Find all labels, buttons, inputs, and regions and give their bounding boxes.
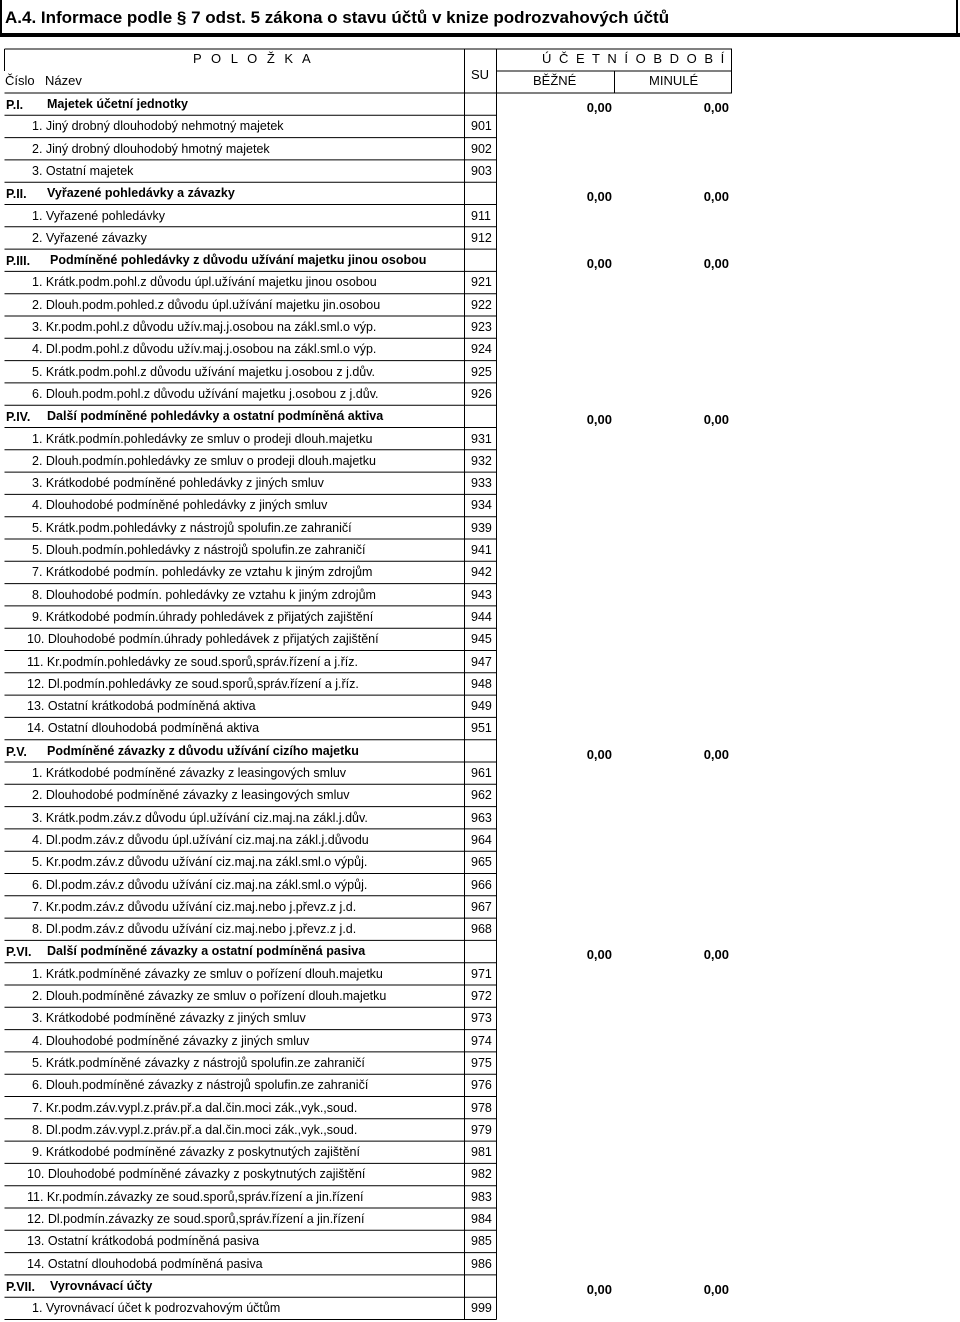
bezne-value: 0,00 [586, 412, 612, 428]
section-row [0, 405, 960, 427]
item-name: 1. Krátk.podm.pohl.z důvodu úpl.užívání majetku jinou osobou [32, 275, 377, 290]
title-border-left [0, 0, 2, 33]
section-row [0, 740, 960, 762]
table-row [0, 695, 960, 717]
su-code: 951 [471, 721, 492, 736]
table-row [0, 784, 960, 806]
su-code: 939 [471, 520, 492, 535]
table-row [0, 1052, 960, 1074]
item-name: 1. Krátkodobé podmíněné závazky z leasingových smluv [32, 766, 347, 780]
minule-value: 0,00 [703, 746, 729, 762]
minule-value: 0,00 [703, 189, 729, 205]
item-name: 6. Dl.podm.záv.z důvodu užívání ciz.maj.na zákl.sml.o výpůj. [32, 877, 368, 892]
table-row [0, 316, 960, 338]
bezne-value: 0,00 [586, 100, 612, 115]
table-row [0, 472, 960, 494]
minule-value: 0,00 [703, 1281, 729, 1297]
su-code: 933 [471, 476, 492, 491]
section-name: Další podmíněné závazky a ostatní podmíněná pasiva [47, 944, 366, 959]
su-code: 903 [471, 163, 492, 178]
minule-value: 0,00 [703, 412, 729, 428]
header-bezne: BĚŽNÉ [533, 73, 577, 88]
item-name: 6. Dlouh.podmíněné závazky z nástrojů spolufin.ze zahraničí [32, 1078, 369, 1093]
item-name: 2. Dlouhodobé podmíněné závazky z leasingových smluv [32, 788, 350, 803]
table-row [0, 1253, 960, 1275]
header-su: SU [471, 67, 490, 82]
section-name: Vyřazené pohledávky a závazky [47, 186, 235, 201]
table-row [0, 1141, 960, 1163]
table-row [0, 115, 960, 137]
table-row [0, 918, 960, 940]
item-name: 5. Krátk.podm.pohl.z důvodu užívání majetku j.osobou z j.dův. [32, 364, 376, 379]
su-code: 924 [471, 342, 492, 357]
su-code: 976 [471, 1078, 492, 1093]
item-name: 13. Ostatní krátkodobá podmíněná aktiva [27, 699, 256, 714]
table-row [0, 651, 960, 673]
su-code: 945 [471, 632, 492, 647]
section-row [0, 940, 960, 962]
header-nazev: Název [45, 73, 82, 88]
section-name: Další podmíněné pohledávky a ostatní podmíněná aktiva [47, 409, 384, 424]
page-title: A.4. Informace podle § 7 odst. 5 zákona o stavu účtů v knize podrozvahových účtů [5, 8, 670, 27]
item-name: 8. Dl.podm.záv.z důvodu užívání ciz.maj.nebo j.převz.z j.d. [32, 922, 357, 937]
su-code: 972 [471, 989, 492, 1003]
item-name: 5. Kr.podm.záv.z důvodu užívání ciz.maj.na zákl.sml.o výpůj. [32, 855, 368, 870]
section-name: Podmíněné závazky z důvodu užívání cizího majetku [47, 743, 359, 758]
item-name: 10. Dlouhodobé podmín.úhrady pohledávek z přijatých zajištění [27, 632, 379, 647]
bezne-value: 0,00 [586, 947, 612, 963]
item-name: 2. Dlouh.podmíněné závazky ze smluv o pořízení dlouh.majetku [32, 989, 387, 1003]
su-code: 967 [471, 899, 492, 914]
su-code: 983 [471, 1189, 492, 1204]
su-code: 944 [471, 609, 492, 624]
minule-value: 0,00 [703, 256, 729, 272]
su-code: 948 [471, 676, 492, 691]
item-name: 9. Krátkodobé podmíněné závazky z poskytnutých zajištění [32, 1145, 360, 1160]
item-name: 1. Vyrovnávací účet k podrozvahovým účtům [32, 1301, 281, 1316]
table-row [0, 1007, 960, 1029]
su-code: 911 [471, 208, 491, 223]
su-code: 941 [471, 543, 492, 557]
item-name: 5. Krátk.podmíněné závazky z nástrojů spolufin.ze zahraničí [32, 1055, 365, 1070]
item-name: 7. Kr.podm.záv.vypl.z.práv.př.a dal.čin.moci zák.,vyk.,soud. [32, 1100, 358, 1115]
bezne-value: 0,00 [586, 1281, 612, 1297]
item-name: 4. Dl.podm.záv.z důvodu úpl.užívání ciz.maj.na zákl.j.důvodu [32, 832, 369, 847]
item-name: 14. Ostatní dlouhodobá podmíněná pasiva [27, 1256, 263, 1271]
item-name: 4. Dlouhodobé podmíněné pohledávky z jiných smluv [32, 498, 328, 513]
su-code: 925 [471, 364, 492, 379]
section-name: Majetek účetní jednotky [47, 97, 189, 111]
header-cislo: Číslo [5, 73, 35, 88]
item-name: 8. Dl.podm.záv.vypl.z.práv.př.a dal.čin.moci zák.,vyk.,soud. [32, 1122, 358, 1137]
table-row [0, 1297, 960, 1319]
table-row [0, 874, 960, 896]
table-row [0, 450, 960, 472]
su-code: 974 [471, 1033, 492, 1048]
table-row [0, 896, 960, 918]
table-row [0, 807, 960, 829]
table-row [0, 584, 960, 606]
item-name: 8. Dlouhodobé podmín. pohledávky ze vztahu k jiným zdrojům [32, 587, 376, 602]
section-number: P.VI. [6, 945, 32, 960]
su-code: 986 [471, 1256, 492, 1271]
su-code: 949 [471, 699, 492, 714]
su-code: 942 [471, 565, 492, 580]
table-row [0, 539, 960, 561]
table-row [0, 361, 960, 383]
minule-value: 0,00 [703, 100, 729, 115]
su-code: 943 [471, 587, 492, 602]
item-name: 12. Dl.podmín.závazky ze soud.sporů,správ.řízení a jin.řízení [27, 1212, 365, 1226]
section-number: P.I. [6, 98, 24, 112]
su-code: 947 [471, 654, 492, 669]
section-number: P.IV. [6, 410, 31, 425]
title-border-right [956, 0, 958, 33]
item-name: 5. Dlouh.podmín.pohledávky z nástrojů spolufin.ze zahraničí [32, 543, 366, 557]
item-name: 1. Jiný drobný dlouhodobý nehmotný majetek [32, 119, 284, 134]
item-name: 9. Krátkodobé podmín.úhrady pohledávek z přijatých zajištění [32, 609, 374, 624]
su-code: 902 [471, 141, 492, 156]
table-row [0, 1030, 960, 1052]
su-code: 926 [471, 386, 492, 401]
table-row [0, 338, 960, 360]
item-name: 1. Krátk.podmíněné závazky ze smluv o pořízení dlouh.majetku [32, 966, 383, 981]
item-name: 2. Vyřazené závazky [32, 230, 147, 245]
item-name: 1. Krátk.podmín.pohledávky ze smluv o prodeji dlouh.majetku [32, 431, 373, 446]
su-code: 923 [471, 320, 492, 334]
table-row [0, 428, 960, 450]
item-name: 3. Krátkodobé podmíněné závazky z jiných smluv [32, 1011, 306, 1026]
table-row [0, 762, 960, 784]
table-row [0, 1074, 960, 1096]
su-code: 901 [471, 119, 492, 134]
table-row [0, 1163, 960, 1185]
header-polozka: P O L O Ž K A [193, 51, 314, 66]
table-row [0, 494, 960, 516]
section-row [0, 182, 960, 204]
table-row [0, 138, 960, 160]
table-row [0, 1208, 960, 1230]
minule-value: 0,00 [703, 947, 729, 963]
item-name: 13. Ostatní krátkodobá podmíněná pasiva [27, 1234, 260, 1249]
su-code: 979 [471, 1122, 492, 1137]
table-row [0, 205, 960, 227]
table-row [0, 227, 960, 249]
item-name: 2. Dlouh.podmín.pohledávky ze smluv o prodeji dlouh.majetku [32, 453, 376, 468]
section-name: Vyrovnávací účty [50, 1278, 153, 1293]
table-row [0, 160, 960, 182]
title-underline [0, 33, 960, 37]
table-row [0, 383, 960, 405]
su-code: 971 [471, 966, 492, 981]
item-name: 4. Dlouhodobé podmíněné závazky z jiných smluv [32, 1033, 310, 1048]
table-row [0, 271, 960, 293]
table-row [0, 294, 960, 316]
item-name: 6. Dlouh.podm.pohl.z důvodu užívání majetku j.osobou z j.dův. [32, 386, 379, 401]
item-name: 12. Dl.podmín.pohledávky ze soud.sporů,správ.řízení a j.říz. [27, 676, 359, 691]
su-code: 964 [471, 832, 492, 847]
su-code: 982 [471, 1167, 492, 1182]
item-name: 4. Dl.podm.pohl.z důvodu užív.maj.j.osobou na zákl.sml.o výp. [32, 342, 377, 357]
item-name: 1. Vyřazené pohledávky [32, 208, 165, 223]
item-name: 11. Kr.podmín.pohledávky ze soud.sporů,správ.řízení a j.říz. [27, 654, 358, 669]
su-code: 968 [471, 922, 492, 937]
su-code: 963 [471, 810, 492, 825]
su-code: 931 [471, 431, 492, 446]
su-code: 962 [471, 788, 492, 803]
item-name: 2. Dlouh.podm.pohled.z důvodu úpl.užívání majetku jin.osobou [32, 297, 381, 312]
section-number: P.II. [6, 187, 27, 202]
header-obdobi: Ú Č E T N Í O B D O B Í [542, 51, 727, 66]
su-code: 921 [471, 275, 492, 290]
section-number: P.VII. [6, 1279, 35, 1294]
su-code: 975 [471, 1055, 492, 1070]
item-name: 3. Ostatní majetek [32, 163, 134, 178]
su-code: 985 [471, 1234, 492, 1249]
su-code: 978 [471, 1100, 492, 1115]
table-row [0, 963, 960, 985]
su-code: 932 [471, 453, 492, 468]
su-code: 973 [471, 1011, 492, 1026]
item-name: 10. Dlouhodobé podmíněné závazky z poskytnutých zajištění [27, 1167, 366, 1182]
section-row [0, 249, 960, 271]
item-name: 2. Jiný drobný dlouhodobý hmotný majetek [32, 141, 270, 156]
table-row [0, 829, 960, 851]
table-row [0, 517, 960, 539]
section-name: Podmíněné pohledávky z důvodu užívání majetku jinou osobou [50, 253, 427, 268]
table-row [0, 1186, 960, 1208]
table-row [0, 628, 960, 650]
su-code: 912 [471, 230, 492, 245]
item-name: 11. Kr.podmín.závazky ze soud.sporů,správ.řízení a jin.řízení [27, 1189, 364, 1204]
table-row [0, 606, 960, 628]
section-number: P.III. [6, 254, 31, 269]
table-row [0, 985, 960, 1007]
table-row [0, 717, 960, 739]
table-row [0, 561, 960, 583]
su-code: 961 [471, 766, 492, 780]
su-code: 966 [471, 877, 492, 892]
bezne-value: 0,00 [586, 256, 612, 272]
su-code: 981 [471, 1145, 492, 1160]
su-code: 922 [471, 297, 492, 312]
su-code: 984 [471, 1212, 492, 1226]
item-name: 5. Krátk.podm.pohledávky z nástrojů spolufin.ze zahraničí [32, 520, 352, 535]
bezne-value: 0,00 [586, 189, 612, 205]
table-row [0, 673, 960, 695]
bezne-value: 0,00 [586, 746, 612, 762]
item-name: 3. Krátkodobé podmíněné pohledávky z jiných smluv [32, 476, 324, 491]
su-code: 999 [471, 1301, 492, 1316]
item-name: 7. Kr.podm.záv.z důvodu užívání ciz.maj.nebo j.převz.z j.d. [32, 899, 357, 914]
su-code: 934 [471, 498, 492, 513]
section-number: P.V. [6, 744, 27, 759]
section-row [0, 1275, 960, 1297]
table-row [0, 851, 960, 873]
table-row [0, 1119, 960, 1141]
su-code: 965 [471, 855, 492, 870]
item-name: 7. Krátkodobé podmín. pohledávky ze vztahu k jiným zdrojům [32, 565, 373, 580]
section-row [0, 93, 960, 115]
item-name: 3. Kr.podm.pohl.z důvodu užív.maj.j.osobou na zákl.sml.o výp. [32, 320, 377, 334]
table-row [0, 1097, 960, 1119]
item-name: 3. Krátk.podm.záv.z důvodu úpl.užívání ciz.maj.na zákl.j.dův. [32, 810, 368, 825]
table-row [0, 1230, 960, 1252]
item-name: 14. Ostatní dlouhodobá podmíněná aktiva [27, 721, 260, 736]
header-minule: MINULÉ [649, 73, 699, 88]
